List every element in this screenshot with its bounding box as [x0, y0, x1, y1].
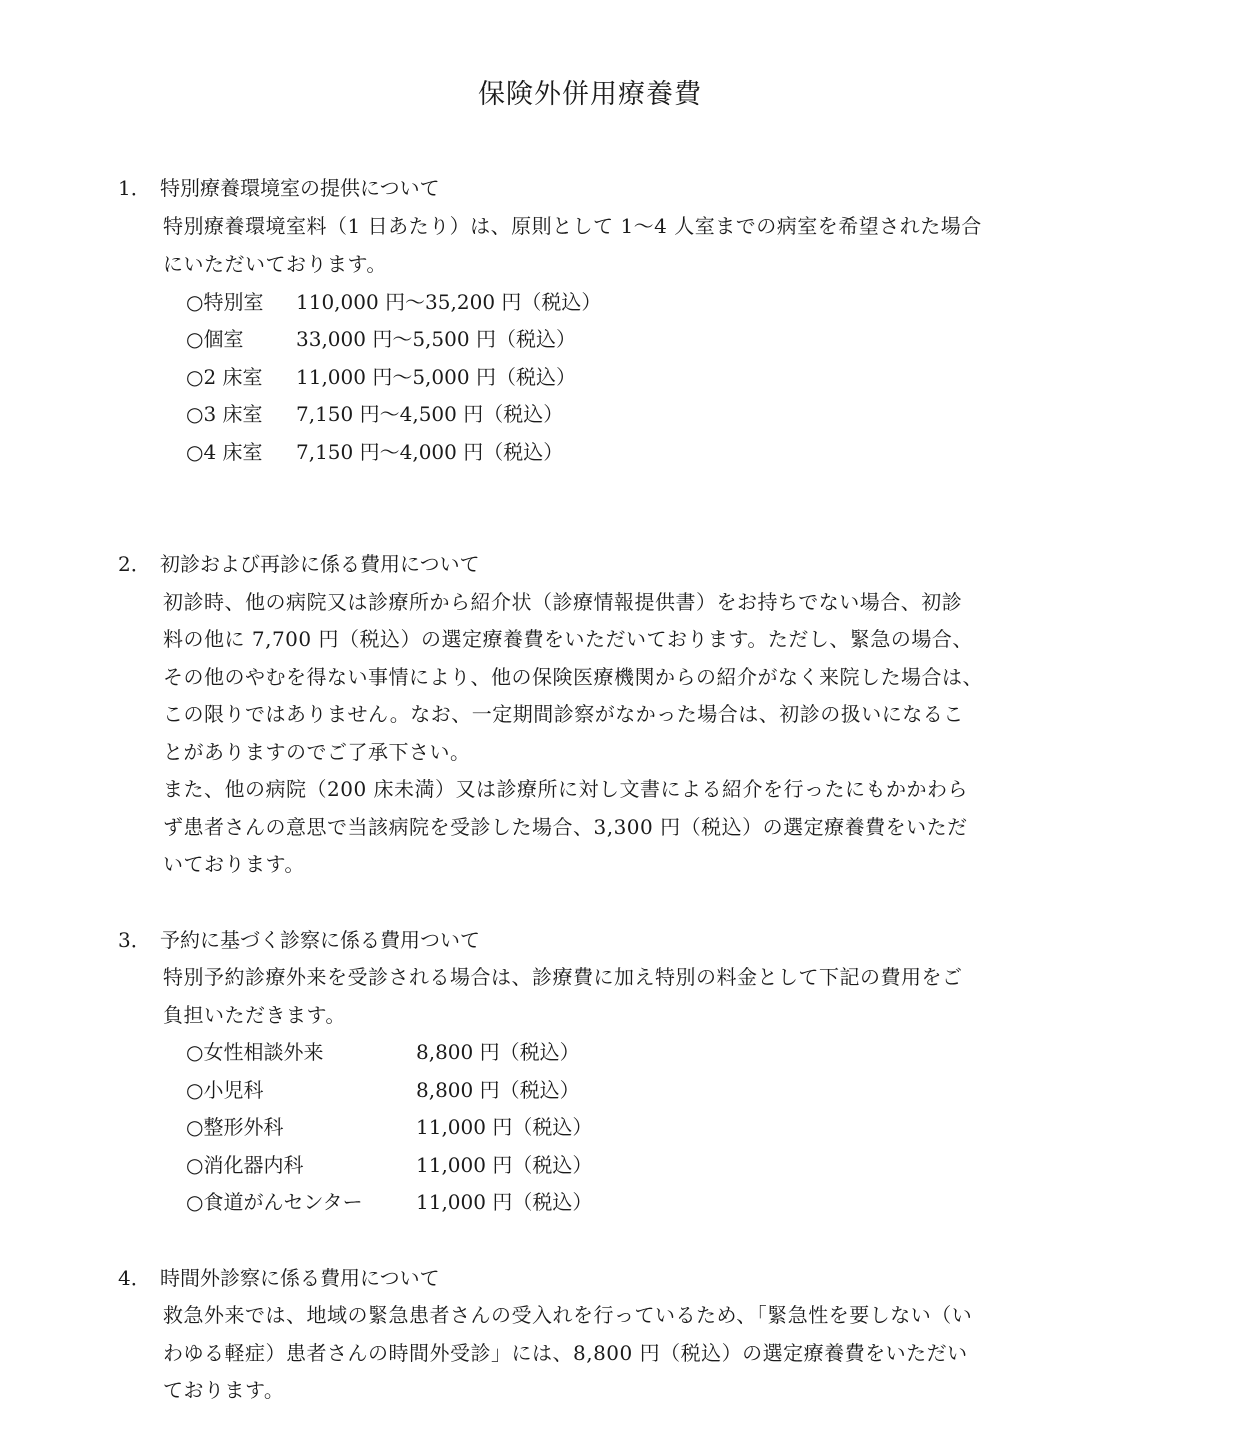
- paragraph-line: 料の他に 7,700 円（税込）の選定療養費をいただいております。ただし、緊急の場合、: [163, 627, 973, 651]
- list-item: [186, 361, 576, 390]
- room-price: 11,000 円～5,000 円（税込）: [296, 365, 576, 389]
- room-price: 7,150 円～4,500 円（税込）: [296, 402, 564, 426]
- section-heading: [118, 172, 440, 201]
- list-item: [186, 323, 576, 352]
- room-price: 7,150 円～4,000 円（税込）: [296, 440, 564, 464]
- paragraph-line: ず患者さんの意思で当該病院を受診した場合、3,300 円（税込）の選定療養費をいただ: [163, 815, 968, 839]
- paragraph-line: 特別療養環境室料（1 日あたり）は、原則として 1～4 人室までの病室を希望された場合: [163, 214, 982, 238]
- list-item: [186, 1186, 593, 1215]
- section-title: 予約に基づく診察に係る費用ついて: [160, 928, 480, 952]
- paragraph-line: この限りではありません。なお、一定期間診察がなかった場合は、初診の扱いになるこ: [163, 702, 964, 726]
- clinic-name: ○女性相談外来: [186, 1040, 324, 1064]
- list-item: [186, 1149, 593, 1178]
- paragraph-line: わゆる軽症）患者さんの時間外受診」には、8,800 円（税込）の選定療養費をいただい: [163, 1341, 968, 1365]
- page-title: 保険外併用療養費: [478, 79, 702, 110]
- clinic-fee: 8,800 円（税込）: [416, 1040, 580, 1064]
- room-price: 33,000 円～5,500 円（税込）: [296, 327, 576, 351]
- paragraph-line: いております。: [163, 852, 305, 876]
- paragraph-line: にいただいております。: [163, 252, 387, 276]
- room-type: ○2 床室: [186, 365, 263, 389]
- section-number: 3．: [118, 928, 151, 952]
- room-type: ○個室: [186, 327, 244, 351]
- room-type: ○3 床室: [186, 402, 263, 426]
- list-item: [186, 1111, 593, 1140]
- clinic-fee: 11,000 円（税込）: [416, 1115, 593, 1139]
- list-item: [186, 436, 564, 465]
- list-item: [186, 1036, 580, 1065]
- paragraph-line: ております。: [163, 1378, 285, 1402]
- section-heading: [118, 924, 480, 953]
- list-item: [186, 398, 564, 427]
- section-number: 4．: [118, 1266, 151, 1290]
- paragraph-line: 救急外来では、地域の緊急患者さんの受入れを行っているため、「緊急性を要しない（い: [163, 1303, 973, 1327]
- clinic-name: ○小児科: [186, 1078, 264, 1102]
- section-number: 1．: [118, 176, 151, 200]
- clinic-fee: 8,800 円（税込）: [416, 1078, 580, 1102]
- section-title: 時間外診察に係る費用について: [160, 1266, 440, 1290]
- section-title: 特別療養環境室の提供について: [160, 176, 440, 200]
- section-number: 2．: [118, 552, 151, 576]
- paragraph-line: その他のやむを得ない事情により、他の保険医療機関からの紹介がなく来院した場合は、: [163, 665, 983, 689]
- paragraph-line: 特別予約診療外来を受診される場合は、診療費に加え特別の料金として下記の費用をご: [163, 965, 963, 989]
- room-price: 110,000 円～35,200 円（税込）: [296, 290, 602, 314]
- clinic-fee: 11,000 円（税込）: [416, 1153, 593, 1177]
- section-heading: [118, 548, 480, 577]
- clinic-fee: 11,000 円（税込）: [416, 1190, 593, 1214]
- clinic-name: ○消化器内科: [186, 1153, 304, 1177]
- section-heading: [118, 1262, 440, 1291]
- clinic-name: ○食道がんセンター: [186, 1190, 363, 1214]
- clinic-name: ○整形外科: [186, 1115, 284, 1139]
- paragraph-line: とがありますのでご了承下さい。: [163, 740, 471, 764]
- list-item: [186, 286, 602, 315]
- room-type: ○4 床室: [186, 440, 263, 464]
- room-type: ○特別室: [186, 290, 264, 314]
- section-title: 初診および再診に係る費用について: [160, 552, 480, 576]
- paragraph-line: 負担いただきます。: [163, 1003, 346, 1027]
- list-item: [186, 1074, 580, 1103]
- paragraph-line: また、他の病院（200 床未満）又は診療所に対し文書による紹介を行ったにもかかわら: [163, 777, 969, 801]
- paragraph-line: 初診時、他の病院又は診療所から紹介状（診療情報提供書）をお持ちでない場合、初診: [163, 590, 963, 614]
